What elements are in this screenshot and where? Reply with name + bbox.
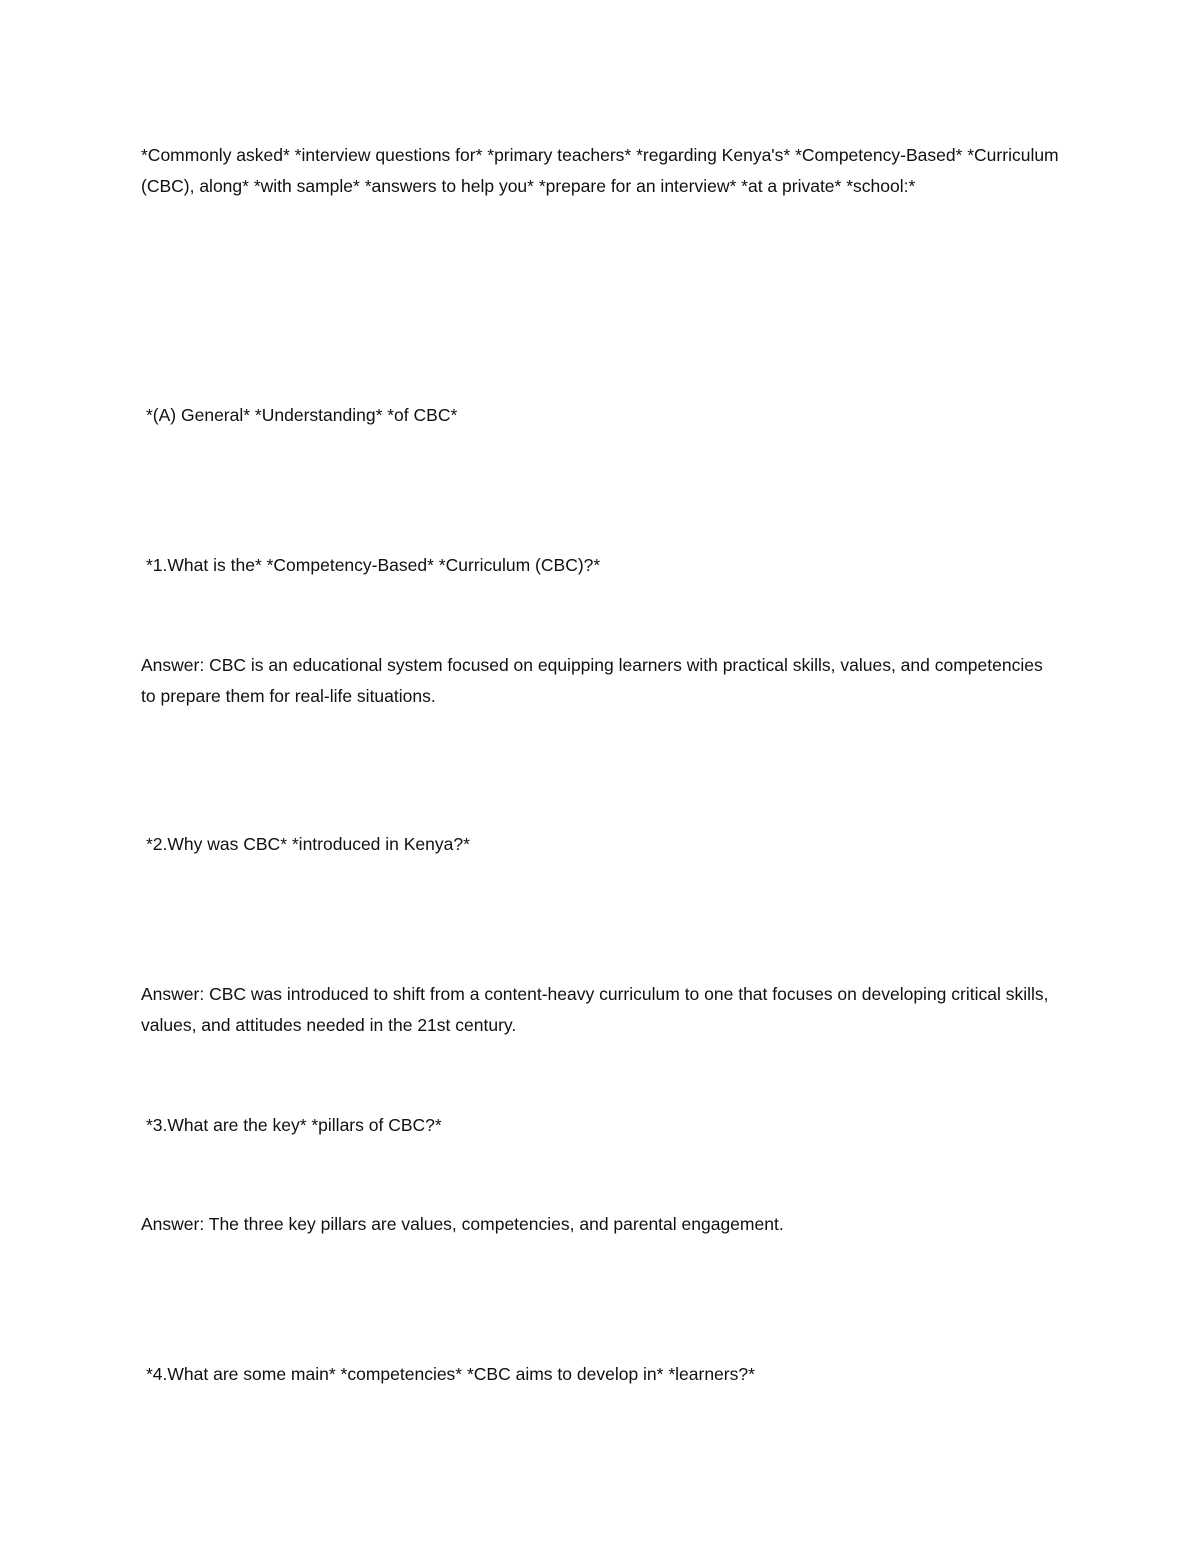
answer-1: Answer: CBC is an educational system focused on equipping learners with practical skills, values, and competencies to prepare them for real-life situations. xyxy=(141,655,1043,706)
question-3: *3.What are the key* *pillars of CBC?* xyxy=(146,1115,442,1135)
question-4: *4.What are some main* *competencies* *CBC aims to develop in* *learners?* xyxy=(146,1364,755,1384)
intro-paragraph: *Commonly asked* *interview questions for* *primary teachers* *regarding Kenya's* *Competency-Based* *Curriculum (CBC), along* *with sample* *answers to help you* *prepare for an interview* *at a private* *school:* xyxy=(141,145,1059,196)
section-a-heading: *(A) General* *Understanding* *of CBC* xyxy=(146,405,458,425)
answer-2: Answer: CBC was introduced to shift from a content-heavy curriculum to one that focuses on developing critical skills, values, and attitudes needed in the 21st century. xyxy=(141,984,1049,1035)
answer-3: Answer: The three key pillars are values, competencies, and parental engagement. xyxy=(141,1214,784,1234)
question-2: *2.Why was CBC* *introduced in Kenya?* xyxy=(146,834,470,854)
question-1: *1.What is the* *Competency-Based* *Curriculum (CBC)?* xyxy=(146,555,601,575)
